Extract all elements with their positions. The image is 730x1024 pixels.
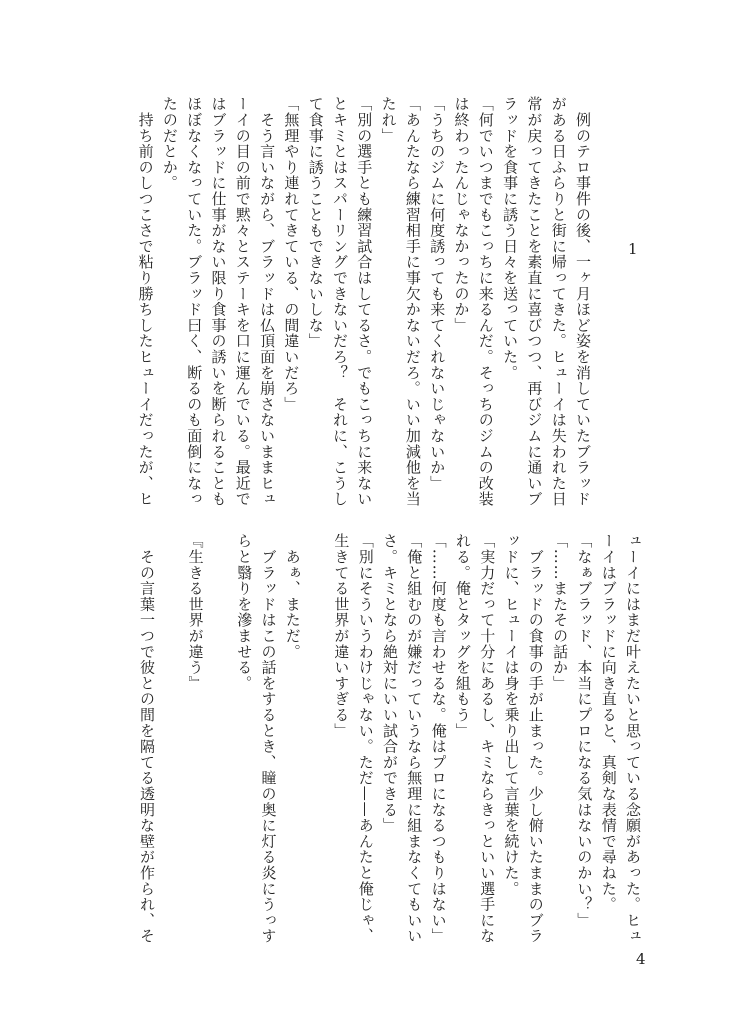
text-line: そう言いながら、ブラッドは仏頂面を崩さないままヒュ — [258, 96, 277, 507]
text-line: 『生きる世界が違う』 — [186, 533, 205, 691]
text-line: ーイの目の前で黙々とステーキを口に運んでいる。最近で — [233, 96, 252, 507]
text-line: 持ち前のしつこさで粘り勝ちしたヒューイだったが、ヒ — [136, 96, 155, 507]
text-line: 例のテロ事件の後、一ヶ月ほど姿を消していたブラッド — [574, 96, 592, 507]
text-line: 「……またその話か」 — [551, 533, 570, 691]
text-line: 「あんたなら練習相手に事欠かないだろ。いい加減他を当 — [403, 96, 422, 507]
text-line: 「別にそういうわけじゃない。ただ——あんたと俺じゃ、 — [356, 533, 375, 944]
text-line: ブラッドはこの話をするとき、瞳の奥に灯る炎にうっす — [259, 533, 278, 944]
chapter-number: 1 — [628, 240, 638, 258]
text-line: れる。俺とタッグを組もう」 — [453, 533, 472, 739]
text-line: らと翳りを滲ませる。 — [235, 533, 254, 691]
text-line: その言葉一つで彼との間を隔てる透明な壁が作られ、そ — [138, 533, 156, 944]
text-line: は終わったんじゃなかったのか」 — [452, 96, 471, 333]
text-line: あぁ、まただ。 — [283, 533, 302, 660]
text-line: 「何でいつまでもこっちに来るんだ。そっちのジムの改装 — [476, 96, 495, 507]
text-line: ッドに、ヒューイは身を乗り出して言葉を続けた。 — [502, 533, 521, 897]
text-line: 「無理やり連れてきている、の間違いだろ」 — [282, 96, 301, 412]
text-line: 「うちのジムに何度誘っても来てくれないじゃないか」 — [428, 96, 447, 491]
text-line: て食事に誘うこともできないしな」 — [306, 96, 325, 349]
text-line: さ。キミとなら絶対にいい試合ができる」 — [381, 533, 399, 834]
text-line: とキミとはスパーリングできないだろ？ それに、こうし — [331, 96, 349, 507]
text-line: はブラッドに仕事がない限り食事の誘いを断られることも — [209, 96, 228, 507]
text-line: 常が戻ってきたことを素直に喜びつつ、再びジムに通いブ — [525, 96, 544, 507]
text-line: 「なぁブラッド、本当にプロになる気はないのかい？」 — [575, 533, 594, 928]
text-line: ラッドを食事に誘う日々を送っていた。 — [501, 96, 520, 381]
text-line: ューイにはまだ叶えたいと思っている念願があった。ヒュ — [624, 533, 642, 944]
text-line: ーイはブラッドに向き直ると、真剣な表情で尋ねた。 — [599, 533, 618, 913]
text-line: 生きてる世界が違いすぎる」 — [332, 533, 351, 739]
text-line: 「……何度も言わせるな。俺はプロになるつもりはない」 — [429, 533, 448, 944]
text-line: たれ」 — [379, 96, 398, 144]
text-line: 「実力だって十分にあるし、キミならきっといい選手にな — [478, 533, 497, 944]
text-line: ブラッドの食事の手が止まった。少し俯いたままのブラ — [526, 533, 545, 944]
text-line: 「別の選手とも練習試合はしてるさ。でもこっちに来ない — [355, 96, 374, 507]
text-line: たのだとか。 — [160, 96, 179, 191]
text-line: 「俺と組むのが嫌だっていうなら無理に組まなくてもいい — [405, 533, 424, 944]
page-number: 4 — [636, 950, 646, 968]
text-line: ほぼなくなっていた。ブラッド曰く、断るのも面倒になっ — [185, 96, 204, 507]
text-line: がある日ふらりと街に帰ってきた。ヒューイは失われた日 — [549, 96, 568, 507]
